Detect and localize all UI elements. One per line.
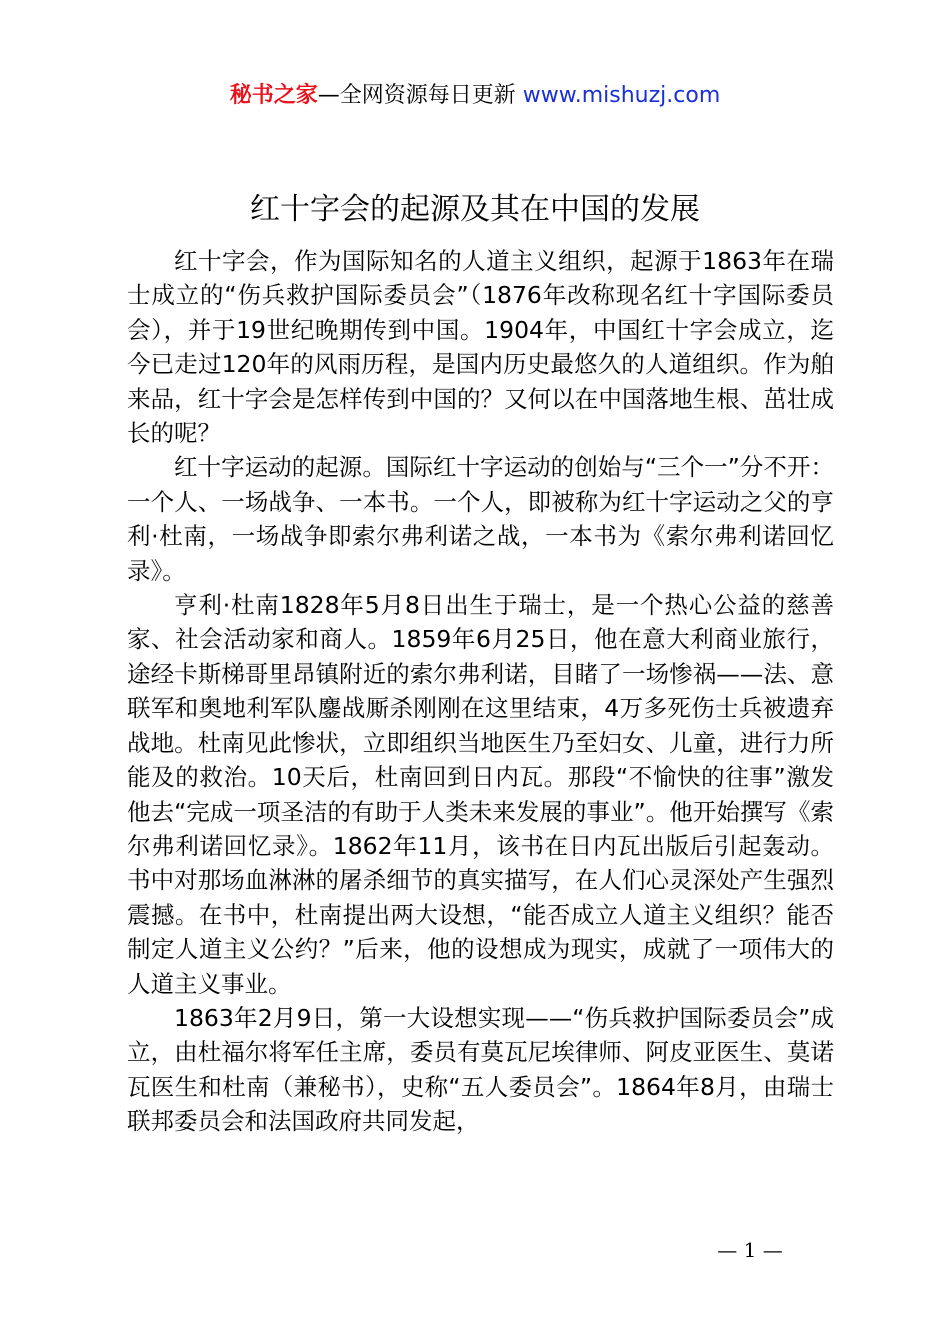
site-header	[0, 80, 950, 112]
header-tagline: —全网资源每日更新	[317, 83, 523, 108]
document-title: 红十字会的起源及其在中国的发展	[250, 192, 700, 227]
site-url-link[interactable]: www.mishuzj.com	[522, 83, 721, 108]
paragraph-dunant: 亨利·杜南1828年5月8日出生于瑞士，是一个热心公益的慈善家、社会活动家和商人。1859年6月25日，他在意大利商业旅行，途经卡斯梯哥里昂镇附近的索尔弗利诺，目睹了一场惨祸——法、意联军和奥地利军队鏖战厮杀刚刚在这里结束，4万多死伤士兵被遗弃战地。杜南见此惨状，立即组织当地医生乃至妇女、儿童，进行力所能及的救治。10天后，杜南回到日内瓦。那段“不愉快的往事”激发他去“完成一项圣洁的有助于人类未来发展的事业”。他开始撰写《索尔弗利诺回忆录》。1862年11月，该书在日内瓦出版后引起轰动。书中对那场血淋淋的屠杀细节的真实描写，在人们心灵深处产生强烈震撼。在书中，杜南提出两大设想，“能否成立人道主义组织？能否制定人道主义公约？”后来，他的设想成为现实，成就了一项伟大的人道主义事业。	[127, 591, 834, 998]
paragraph-origin: 红十字运动的起源。国际红十字运动的创始与“三个一”分不开：一个人、一场战争、一本书。一个人，即被称为红十字运动之父的亨利·杜南，一场战争即索尔弗利诺之战，一本书为《索尔弗利诺回忆录》。	[127, 453, 834, 585]
paragraph-intro: 红十字会，作为国际知名的人道主义组织，起源于1863年在瑞士成立的“伤兵救护国际委员会”（1876年改称现名红十字国际委员会），并于19世纪晚期传到中国。1904年，中国红十字会成立，迄今已走过120年的风雨历程，是国内历史最悠久的人道组织。作为舶来品，红十字会是怎样传到中国的？又何以在中国落地生根、茁壮成长的呢？	[127, 247, 834, 448]
brand-name: 秘书之家	[229, 83, 318, 108]
document-body	[127, 244, 834, 1139]
page-number: — 1 —	[717, 1238, 783, 1262]
paragraph-committee: 1863年2月9日，第一大设想实现——“伤兵救护国际委员会”成立，由杜福尔将军任主席，委员有莫瓦尼埃律师、阿皮亚医生、莫诺瓦医生和杜南（兼秘书），史称“五人委员会”。1864年8月，由瑞士联邦委员会和法国政府共同发起，	[127, 1003, 834, 1136]
